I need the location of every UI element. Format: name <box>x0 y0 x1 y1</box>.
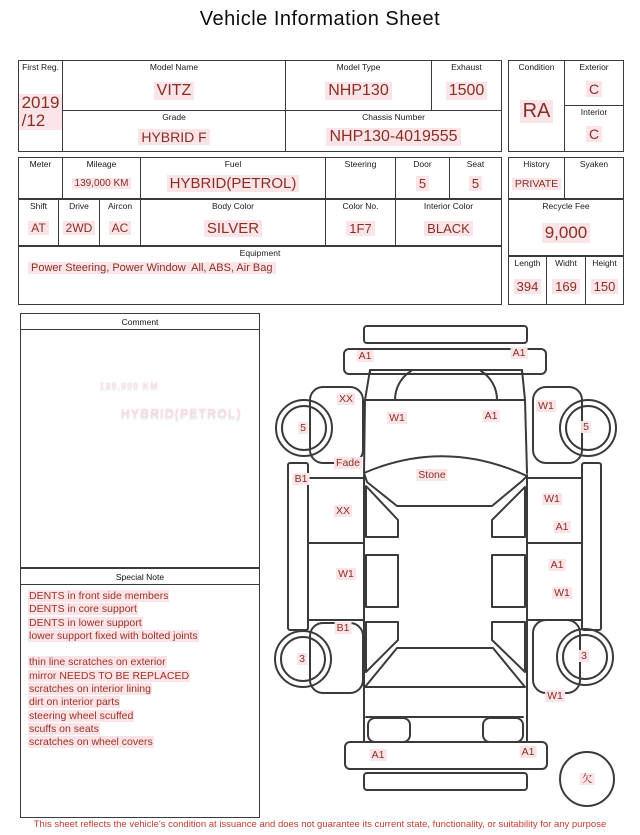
equipment-label: Equipment <box>239 248 281 258</box>
car-damage-diagram <box>270 315 638 815</box>
seat-label: Seat <box>466 159 485 169</box>
damage-code-label: 5 <box>300 422 306 434</box>
scan-bleed-artifact: 139,000 KM HYBRID(PETROL) <box>99 381 242 421</box>
field-history <box>509 158 565 198</box>
height-value: 150 <box>591 279 619 294</box>
field-interior <box>565 106 623 151</box>
usage-table <box>18 157 502 199</box>
rocker-rail-left <box>288 463 308 630</box>
model-name-value: VITZ <box>154 82 195 100</box>
damage-code-label: W1 <box>338 568 354 580</box>
damage-code-label: 3 <box>299 653 305 665</box>
comment-label: Comment <box>21 314 259 330</box>
length-value: 394 <box>514 279 542 294</box>
special-note-line: thin line scratches on exterior <box>29 656 166 669</box>
comment-box <box>20 313 260 568</box>
color-no-value: 1F7 <box>346 221 374 236</box>
seat-value: 5 <box>469 176 482 191</box>
width-value: 169 <box>552 279 580 294</box>
width-label: Widht <box>555 258 577 268</box>
recycle-fee-value: 9,000 <box>542 223 591 243</box>
aircon-value: AC <box>109 221 132 235</box>
special-note-line: DENTS in front side members <box>29 590 169 602</box>
interior-value: C <box>586 126 602 142</box>
field-syaken <box>565 158 623 198</box>
field-drive <box>59 200 100 245</box>
field-exhaust <box>432 61 501 111</box>
damage-code-label: W1 <box>544 493 560 505</box>
chassis-number-label: Chassis Number <box>362 112 425 122</box>
damage-code-label: A1 <box>358 350 372 362</box>
field-recycle-fee <box>509 200 623 255</box>
damage-code-label: 3 <box>581 650 587 662</box>
damage-code-label: Stone <box>418 469 446 481</box>
damage-code-label: A1 <box>555 521 569 533</box>
field-length <box>509 257 547 304</box>
grade-value: HYBRID F <box>138 129 209 145</box>
model-type-value: NHP130 <box>325 82 391 100</box>
damage-code-label: W1 <box>389 412 405 424</box>
special-note-line: mirror NEEDS TO BE REPLACED <box>29 669 190 682</box>
damage-code-label: Fade <box>336 457 360 469</box>
fuel-label: Fuel <box>224 159 242 169</box>
door-value: 5 <box>416 176 429 191</box>
damage-code-label: A1 <box>512 347 526 359</box>
headlight-right <box>481 371 497 400</box>
field-door <box>396 158 450 198</box>
rear-window <box>365 648 525 687</box>
windshield <box>364 456 527 506</box>
steering-label: Steering <box>344 159 377 169</box>
field-aircon <box>100 200 141 245</box>
field-color-no <box>326 200 396 245</box>
front-top-strip <box>364 326 527 343</box>
rocker-rail-right <box>582 463 601 630</box>
field-body-color <box>141 200 326 245</box>
special-note-line: scratches on interior lining <box>29 683 151 696</box>
exhaust-label: Exhaust <box>451 62 482 72</box>
damage-code-label: A1 <box>550 559 564 571</box>
car-outline-drawing <box>270 315 638 815</box>
body-left-front-edge <box>364 370 370 473</box>
mileage-label: Mileage <box>86 159 117 169</box>
damage-code-label: A1 <box>484 410 498 422</box>
exterior-value: C <box>586 81 602 97</box>
damage-code-label: 5 <box>583 421 589 433</box>
history-label: History <box>523 159 550 169</box>
headlight-left <box>395 371 411 400</box>
identity-table <box>18 60 502 152</box>
damage-code-label: W1 <box>538 400 554 412</box>
rear-bottom-strip <box>364 773 527 790</box>
special-note-line: dirt on interior parts <box>29 696 120 709</box>
damage-code-label: W1 <box>554 587 570 599</box>
color-no-label: Color No. <box>342 201 379 211</box>
field-exterior <box>565 61 623 106</box>
fuel-value: HYBRID(PETROL) <box>167 175 300 192</box>
exhaust-value: 1500 <box>446 82 488 100</box>
grade-label: Grade <box>162 112 186 122</box>
damage-code-label: A1 <box>371 749 385 761</box>
condition-table <box>508 60 624 152</box>
damage-code-label: A1 <box>521 746 535 758</box>
taillight-right <box>483 718 523 742</box>
syaken-label: Syaken <box>579 159 609 169</box>
drivetrain-table <box>18 199 502 246</box>
disclaimer-text: This sheet reflects the vehicle's condition at issuance and does not guarantee its current state, functionality, or suitability for any purpose <box>33 819 607 830</box>
recycle-fee-table <box>508 199 624 256</box>
length-label: Length <box>514 258 541 268</box>
page-title: Vehicle Information Sheet <box>199 8 441 30</box>
dimensions-table <box>508 256 624 305</box>
side-panels-left <box>308 478 364 620</box>
equipment-value: Power Steering, Power Window All, ABS, Air Bag <box>28 262 276 274</box>
interior-color-label: Interior Color <box>423 201 474 211</box>
meter-label: Meter <box>29 159 52 169</box>
aircon-label: Aircon <box>107 201 133 211</box>
taillight-left <box>368 718 410 742</box>
special-note-line: scuffs on seats <box>29 722 99 735</box>
field-height <box>586 257 623 304</box>
quarter-window-right <box>492 622 525 672</box>
special-note-line <box>28 643 255 656</box>
field-equipment <box>19 247 501 260</box>
special-note-line: scratches on wheel covers <box>29 736 153 749</box>
field-shift <box>19 200 59 245</box>
special-note-line: lower support fixed with bolted joints <box>29 629 198 642</box>
field-grade <box>63 111 286 151</box>
condition-value: RA <box>520 100 554 123</box>
field-model-type <box>286 61 432 111</box>
rear-door-window-right <box>492 555 525 607</box>
body-right-front-edge <box>522 370 527 473</box>
damage-code-label: 欠 <box>581 773 593 785</box>
special-note-lines <box>21 585 259 750</box>
damage-code-label: XX <box>335 505 351 517</box>
shift-label: Shift <box>29 201 47 211</box>
special-note-line: DENTS in lower support <box>29 616 142 629</box>
field-width <box>547 257 586 304</box>
damage-code-label: W1 <box>547 690 563 702</box>
quarter-window-left <box>366 622 398 672</box>
exterior-label: Exterior <box>579 62 609 72</box>
field-condition <box>509 61 565 151</box>
first-reg-label: First Reg. <box>22 62 59 72</box>
front-door-window-right <box>492 487 525 537</box>
damage-code-label: XX <box>338 393 354 405</box>
model-type-label: Model Type <box>336 62 381 72</box>
field-fuel <box>141 158 326 198</box>
drive-value: 2WD <box>63 221 96 235</box>
drive-label: Drive <box>69 201 89 211</box>
field-model-name <box>63 61 286 111</box>
history-value: PRIVATE <box>512 178 561 190</box>
recycle-fee-label: Recycle Fee <box>542 201 590 211</box>
rear-door-window-left <box>366 555 398 607</box>
shift-value: AT <box>28 221 48 235</box>
field-first-reg <box>19 61 63 151</box>
field-seat <box>450 158 501 198</box>
equipment-table <box>18 246 502 305</box>
field-mileage <box>63 158 141 198</box>
body-color-value: SILVER <box>204 220 262 237</box>
height-label: Height <box>592 258 617 268</box>
special-note-box <box>20 568 260 818</box>
damage-code-label: B1 <box>336 622 350 634</box>
door-label: Door <box>413 159 432 169</box>
damage-code-label: B1 <box>294 473 308 485</box>
special-note-line: DENTS in core support <box>29 603 137 616</box>
interior-color-value: BLACK <box>424 221 473 236</box>
model-name-label: Model Name <box>149 62 199 72</box>
mileage-value: 139,000 KM <box>72 178 132 189</box>
chassis-number-value: NHP130-4019555 <box>326 128 460 146</box>
body-color-label: Body Color <box>211 201 255 211</box>
first-reg-value: 2019 /12 <box>19 94 63 130</box>
special-note-line: steering wheel scuffed <box>29 709 134 722</box>
field-steering <box>326 158 396 198</box>
interior-label: Interior <box>580 107 608 117</box>
history-table <box>508 157 624 199</box>
condition-label: Condition <box>518 62 555 72</box>
field-meter <box>19 158 63 198</box>
special-note-label: Special Note <box>21 569 259 585</box>
field-chassis-number <box>286 111 501 151</box>
field-interior-color <box>396 200 501 245</box>
